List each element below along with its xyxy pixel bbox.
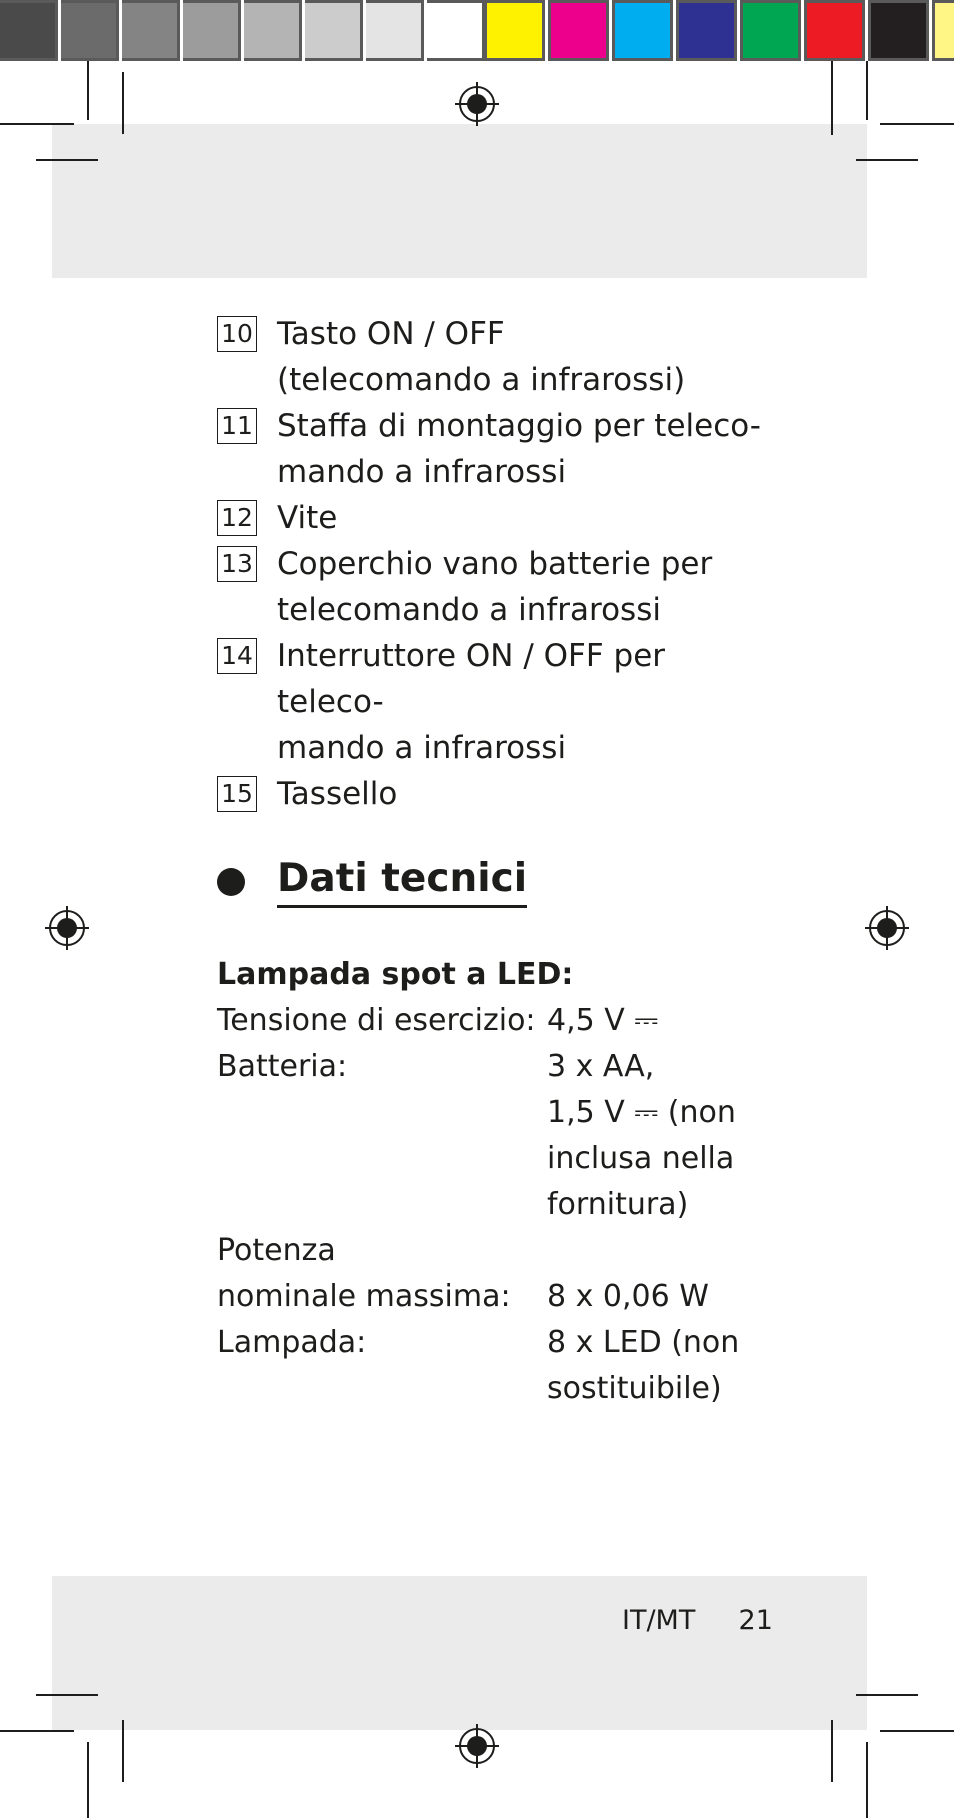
list-item [217,771,777,817]
list-item [217,495,777,541]
crop-mark [866,61,868,120]
page-number: 21 [738,1605,773,1636]
list-item [217,311,777,403]
list-item [217,541,777,633]
color-swatch [740,0,801,61]
crop-mark [866,1742,868,1818]
part-number: 11 [217,408,257,444]
spec-label: Tensione di esercizio: [217,1003,536,1038]
registration-mark-icon [45,906,89,950]
bullet-icon [217,868,245,896]
part-number: 13 [217,546,257,582]
crop-mark [831,61,833,135]
color-swatch [612,0,673,61]
color-swatch [244,0,302,61]
spec-row [217,1044,777,1228]
page-footer [622,1605,773,1636]
registration-mark-icon [455,1724,499,1768]
part-number: 15 [217,776,257,812]
color-swatch [61,0,119,61]
spec-row [217,998,777,1044]
color-swatch [366,0,424,61]
color-swatch [548,0,609,61]
grey-scale-bar [0,0,488,61]
spec-label: Batteria: [217,1049,348,1084]
crop-mark [880,123,954,125]
spec-value: 4,5 V ⎓ [547,1003,659,1038]
crop-mark [36,1694,98,1696]
color-scale-bar [484,0,954,61]
spec-value: 8 x LED (non sostituibile) [547,1325,740,1406]
color-swatch [676,0,737,61]
crop-mark [831,1720,833,1782]
part-description: Coperchio vano batterie per telecomando a infrarossi [277,546,713,628]
parts-list [217,311,777,817]
crop-mark [0,123,74,125]
color-swatch [0,0,58,61]
header-band [52,124,867,278]
spec-value: 8 x 0,06 W [547,1279,709,1314]
crop-mark [880,1730,954,1732]
registration-mark-icon [455,82,499,126]
part-description: Vite [277,500,338,536]
color-swatch [868,0,929,61]
color-swatch [427,0,485,61]
part-description: Tassello [277,776,398,812]
part-description: Staffa di montaggio per teleco- mando a infrarossi [277,408,761,490]
spec-value: 3 x AA, 1,5 V ⎓ (non inclusa nella fornitura) [547,1049,736,1222]
color-swatch [804,0,865,61]
crop-mark [87,1742,89,1818]
tech-specs [217,952,777,1412]
spec-row [217,1228,777,1320]
color-swatch [183,0,241,61]
crop-mark [856,1694,918,1696]
footer-band [52,1576,867,1730]
color-swatch [932,0,954,61]
color-swatch [122,0,180,61]
section-heading [217,856,527,908]
crop-mark [0,1730,74,1732]
list-item [217,403,777,495]
section-title: Dati tecnici [277,856,527,908]
crop-mark [87,61,89,120]
color-swatch [305,0,363,61]
crop-mark [856,159,918,161]
color-swatch [484,0,545,61]
part-number: 10 [217,316,257,352]
part-description: Interruttore ON / OFF per teleco- mando a infrarossi [277,638,666,766]
crop-mark [122,1720,124,1782]
list-item [217,633,777,771]
language-code: IT/MT [622,1605,696,1636]
registration-mark-icon [865,906,909,950]
spec-label: Potenza nominale massima: [217,1233,511,1314]
crop-mark [122,72,124,134]
spec-title: Lampada spot a LED: [217,957,574,992]
crop-mark [36,159,98,161]
spec-row [217,1320,777,1412]
spec-label: Lampada: [217,1325,367,1360]
part-number: 12 [217,500,257,536]
part-description: Tasto ON / OFF (telecomando a infrarossi) [277,316,686,398]
part-number: 14 [217,638,257,674]
